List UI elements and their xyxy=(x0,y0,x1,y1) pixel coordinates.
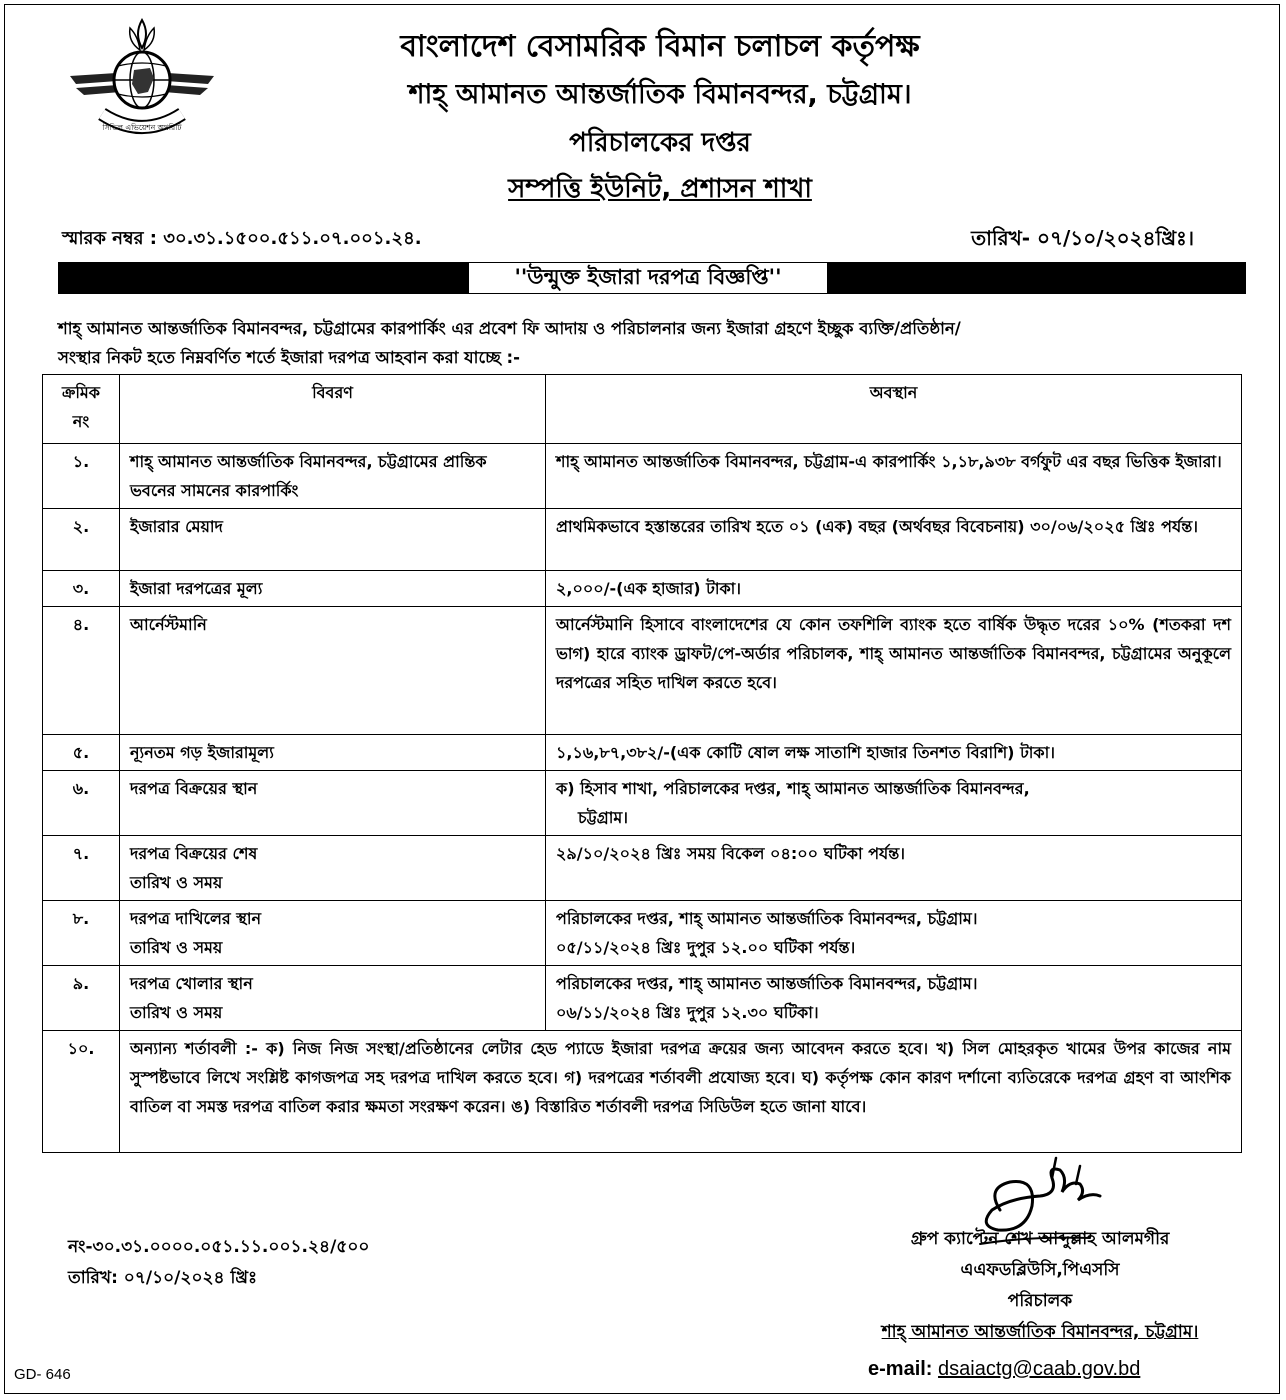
notice-title: ''উন্মুক্ত ইজারা দরপত্র বিজ্ঞপ্তি'' xyxy=(468,262,828,294)
table-row xyxy=(43,901,1242,966)
email-link[interactable]: dsaiactg@caab.gov.bd xyxy=(938,1358,1141,1380)
row-details: ২,০০০/-(এক হাজার) টাকা। xyxy=(546,571,1242,607)
row-description: ইজারা দরপত্রের মূল্য xyxy=(120,571,546,607)
table-header-row xyxy=(43,375,1242,444)
caab-logo-emblem xyxy=(62,14,222,146)
row-serial: ৮. xyxy=(43,901,120,966)
row-description: দরপত্র বিক্রয়ের শেষ তারিখ ও সময় xyxy=(120,836,546,901)
row-description: আর্নেস্টমানি xyxy=(120,607,546,735)
row-details: পরিচালকের দপ্তর, শাহ্ আমানত আন্তর্জাতিক বিমানবন্দর, চট্টগ্রাম। ০৬/১১/২০২৪ খ্রিঃ দুপুর ১২.৩০ ঘটিকা। xyxy=(546,966,1242,1031)
row-details: শাহ্ আমানত আন্তর্জাতিক বিমানবন্দর, চট্টগ্রাম-এ কারপার্কিং ১,১৮,৯৩৮ বর্গফুট এর বছর ভিত্তিক ইজারা। xyxy=(546,444,1242,509)
row-details-continued: চট্টগ্রাম। xyxy=(578,808,628,827)
row-serial: ৪. xyxy=(43,607,120,735)
memo-date: তারিখ- ০৭/১০/২০২৪খ্রিঃ। xyxy=(971,226,1194,250)
table-row xyxy=(43,444,1242,509)
table-row xyxy=(43,966,1242,1031)
header-serial: ক্রমিক নং xyxy=(43,375,120,444)
row-details: পরিচালকের দপ্তর, শাহ্ আমানত আন্তর্জাতিক বিমানবন্দর, চট্টগ্রাম। ০৫/১১/২০২৪ খ্রিঃ দুপুর ১২.০০ ঘটিকা পর্যন্ত। xyxy=(546,901,1242,966)
intro-paragraph xyxy=(58,314,1248,372)
row-details: ১,১৬,৮৭,৩৮২/-(এক কোটি ষোল লক্ষ সাতাশি হাজার তিনশত বিরাশি) টাকা। xyxy=(546,735,1242,771)
table-row xyxy=(43,509,1242,571)
email-label: e-mail: xyxy=(868,1358,933,1380)
header-description: বিবরণ xyxy=(120,375,546,444)
header-details: অবস্থান xyxy=(546,375,1242,444)
row-serial: ১. xyxy=(43,444,120,509)
gd-code: GD- 646 xyxy=(14,1366,71,1383)
row-details: ক) হিসাব শাখা, পরিচালকের দপ্তর, শাহ্ আমানত আন্তর্জাতিক বিমানবন্দর, xyxy=(556,779,1030,798)
table-row xyxy=(43,836,1242,901)
signatory-title: পরিচালক xyxy=(1007,1291,1073,1311)
other-conditions: অন্যান্য শর্তাবলী :- ক) নিজ নিজ সংস্থা/প্রতিষ্ঠানের লেটার হেড প্যাডে ইজারা দরপত্র ক্রয়ের জন্য আবেদন করতে হবে। খ) সিল মোহরকৃত খামের উপর কাজের নাম সুস্পষ্টভাবে লিখে সংশ্লিষ্ট কাগজপত্র সহ দরপত্র দাখিল করতে হবে। গ) দরপত্রের শর্তাবলী প্রযোজ্য হবে। ঘ) কর্তৃপক্ষ কোন কারণ দর্শানো ব্যতিরেকে দরপত্র গ্রহণ বা আংশিক বাতিল বা সমস্ত দরপত্র বাতিল করার ক্ষমতা সংরক্ষণ করেন। ঙ) বিস্তারিত শর্তাবলী দরপত্র সিডিউল হতে জানা যাবে। xyxy=(120,1031,1242,1153)
row-details: আর্নেস্টমানি হিসাবে বাংলাদেশের যে কোন তফশিলি ব্যাংক হতে বার্ষিক উদ্ধৃত দরের ১০% (শতকরা দশ ভাগ) হারে ব্যাংক ড্রাফট/পে-অর্ডার পরিচালক, শাহ্ আমানত আন্তর্জাতিক বিমানবন্দর, চট্টগ্রামের অনুকূলে দরপত্রের সহিত দাখিল করতে হবে। xyxy=(546,607,1242,735)
table-row xyxy=(43,735,1242,771)
row-serial: ৭. xyxy=(43,836,120,901)
row-details-cell xyxy=(546,771,1242,836)
signatory-name: গ্রুপ ক্যাপ্টেন শেখ আব্দুল্লাহ আলমগীর xyxy=(910,1229,1170,1249)
row-serial: ৬. xyxy=(43,771,120,836)
row-description: দরপত্র খোলার স্থান তারিখ ও সময় xyxy=(120,966,546,1031)
row-serial: ৩. xyxy=(43,571,120,607)
row-description: ইজারার মেয়াদ xyxy=(120,509,546,571)
table-row xyxy=(43,1031,1242,1153)
row-serial: ৯. xyxy=(43,966,120,1031)
row-serial: ১০. xyxy=(43,1031,120,1153)
letterhead xyxy=(0,8,1286,208)
signatory-office: শাহ্ আমানত আন্তর্জাতিক বিমানবন্দর, চট্টগ্রাম। xyxy=(881,1322,1199,1342)
row-serial: ২. xyxy=(43,509,120,571)
airport-name: শাহ্ আমানত আন্তর্জাতিক বিমানবন্দর, চট্টগ্রাম। xyxy=(408,79,912,110)
svg-text:সিভিল এভিয়েশন অথরিটি: সিভিল এভিয়েশন অথরিটি xyxy=(102,123,182,132)
intro-line: শাহ্ আমানত আন্তর্জাতিক বিমানবন্দর, চট্টগ্রামের কারপার্কিং এর প্রবেশ ফি আদায় ও পরিচালনার জন্য ইজারা গ্রহণে ইচ্ছুক ব্যক্তি/প্রতিষ্ঠান/ xyxy=(58,319,961,338)
table-row xyxy=(43,607,1242,735)
row-description: শাহ্ আমানত আন্তর্জাতিক বিমানবন্দর, চট্টগ্রামের প্রান্তিক ভবনের সামনের কারপার্কিং xyxy=(120,444,546,509)
row-description: দরপত্র বিক্রয়ের স্থান xyxy=(120,771,546,836)
row-description: ন্যূনতম গড় ইজারামূল্য xyxy=(120,735,546,771)
row-description: দরপত্র দাখিলের স্থান তারিখ ও সময় xyxy=(120,901,546,966)
table-row xyxy=(43,571,1242,607)
unit-name: সম্পত্তি ইউনিট, প্রশাসন শাখা xyxy=(508,174,812,204)
intro-line: সংস্থার নিকট হতে নিম্নবর্ণিত শর্তে ইজারা দরপত্র আহবান করা যাচ্ছে :- xyxy=(58,348,520,367)
reference-block xyxy=(68,1232,369,1294)
row-details: প্রাথমিকভাবে হস্তান্তরের তারিখ হতে ০১ (এক) বছর (অর্থবছর বিবেচনায়) ৩০/০৬/২০২৫ খ্রিঃ পর্যন্ত। xyxy=(546,509,1242,571)
terms-table xyxy=(42,374,1242,1153)
contact-email xyxy=(868,1358,1140,1381)
row-details: ২৯/১০/২০২৪ খ্রিঃ সময় বিকেল ০৪:০০ ঘটিকা পর্যন্ত। xyxy=(546,836,1242,901)
reference-date: তারিখ: ০৭/১০/২০২৪ খ্রিঃ xyxy=(68,1268,258,1288)
signature-block xyxy=(820,1224,1260,1348)
table-row xyxy=(43,771,1242,836)
row-serial: ৫. xyxy=(43,735,120,771)
reference-number: নং-৩০.৩১.০০০০.০৫১.১১.০০১.২৪/৫০০ xyxy=(68,1237,370,1257)
org-name: বাংলাদেশ বেসামরিক বিমান চলাচল কর্তৃপক্ষ xyxy=(400,29,920,64)
office-name: পরিচালকের দপ্তর xyxy=(569,128,751,158)
memo-number: স্মারক নম্বর : ৩০.৩১.১৫০০.৫১১.০৭.০০১.২৪. xyxy=(62,228,422,249)
signatory-qualifications: এএফডব্লিউসি,পিএসসি xyxy=(960,1260,1120,1280)
